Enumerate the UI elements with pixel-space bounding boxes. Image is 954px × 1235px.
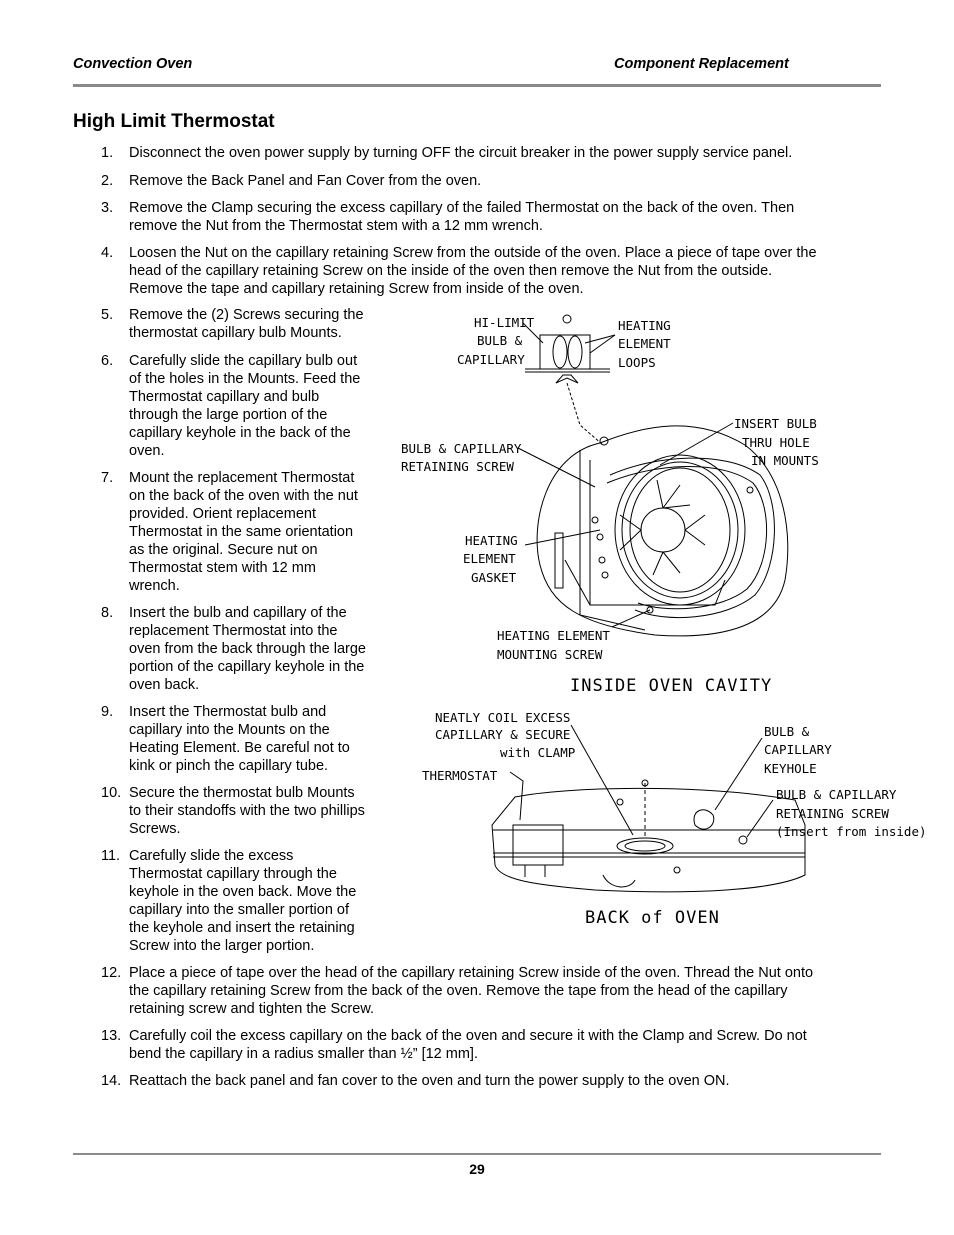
step-text: Place a piece of tape over the head of the capillary retaining Screw inside of the oven. Thread the Nut onto the capillary retaining Screw from the back of the oven. Remove the tape from the head of the capillary retaining screw and tighten the Screw. <box>129 965 814 1017</box>
svg-text:HEATING: HEATING <box>465 533 518 548</box>
back-oven-caption: BACK of OVEN <box>585 908 720 928</box>
svg-text:ELEMENT: ELEMENT <box>618 336 671 351</box>
step-number: 3. <box>101 200 114 216</box>
svg-text:CAPILLARY: CAPILLARY <box>457 352 525 367</box>
gasket-label <box>463 533 518 585</box>
svg-text:MOUNTING SCREW: MOUNTING SCREW <box>497 647 603 662</box>
step-text: Remove the Clamp securing the excess capillary of the failed Thermostat on the back of the oven. Then remove the Nut from the Thermostat stem with a 12 mm wrench. <box>129 200 795 234</box>
step-text: Carefully slide the capillary bulb out of the holes in the Mounts. Feed the Thermostat capillary and bulb through the large portion of the capillary keyhole in the back of the oven. <box>129 353 361 459</box>
step-text: Reattach the back panel and fan cover to the oven and turn the power supply to the oven ON. <box>129 1073 730 1089</box>
step-number: 10. <box>101 785 122 801</box>
step-text: Mount the replacement Thermostat on the back of the oven with the nut provided. Orient replacement Thermostat in the same orientation as the original. Secure nut on Thermostat stem with 12 mm wrench. <box>129 470 358 594</box>
svg-text:NEATLY COIL EXCESS: NEATLY COIL EXCESS <box>435 710 571 725</box>
step-number: 1. <box>101 145 114 161</box>
step-number: 2. <box>101 173 114 189</box>
svg-text:GASKET: GASKET <box>471 570 517 585</box>
step-text: Secure the thermostat bulb Mounts to their standoffs with the two phillips Screws. <box>129 785 365 837</box>
heating-loops-label <box>618 318 671 370</box>
step-number: 6. <box>101 353 114 369</box>
svg-text:BULB & CAPILLARY: BULB & CAPILLARY <box>776 787 897 802</box>
step-text: Remove the Back Panel and Fan Cover from the oven. <box>129 173 482 189</box>
step-text: Insert the bulb and capillary of the replacement Thermostat into the oven from the back through the large portion of the capillary keyhole in the oven back. <box>129 605 366 693</box>
back-screw-label <box>776 787 927 839</box>
svg-text:CAPILLARY & SECURE: CAPILLARY & SECURE <box>435 727 571 742</box>
step-number: 7. <box>101 470 114 486</box>
svg-text:ELEMENT: ELEMENT <box>463 551 516 566</box>
svg-text:BULB &: BULB & <box>477 333 523 348</box>
svg-text:RETAINING SCREW: RETAINING SCREW <box>776 806 889 821</box>
svg-text:HEATING ELEMENT: HEATING ELEMENT <box>497 628 610 643</box>
svg-text:KEYHOLE: KEYHOLE <box>764 761 817 776</box>
header-right: Component Replacement <box>614 56 789 72</box>
header-rule <box>73 84 881 87</box>
oven-back-drawing <box>492 780 805 892</box>
inside-oven-caption: INSIDE OVEN CAVITY <box>570 676 773 696</box>
coil-label <box>435 710 575 760</box>
step-text: Carefully coil the excess capillary on the back of the oven and secure it with the Clamp and Screw. Do not bend the capillary in a radius smaller than ½” [12 mm]. <box>129 1028 807 1062</box>
svg-text:BULB &: BULB & <box>764 724 810 739</box>
step-number: 5. <box>101 307 114 323</box>
step-number: 4. <box>101 245 114 261</box>
svg-text:INSERT BULB: INSERT BULB <box>734 416 817 431</box>
thermostat-diagram <box>395 305 927 935</box>
step-text: Carefully slide the excess Thermostat capillary through the keyhole in the oven back. Move the capillary into the smaller portion of the keyhole and insert the retaining Screw into the larger portion. <box>129 848 357 954</box>
step-text: Disconnect the oven power supply by turning OFF the circuit breaker in the power supply service panel. <box>129 145 793 161</box>
hi-limit-label <box>457 315 535 367</box>
step-number: 13. <box>101 1028 122 1044</box>
mounting-screw-label <box>497 628 610 662</box>
retaining-screw-label <box>401 441 522 474</box>
step-text: Remove the (2) Screws securing the thermostat capillary bulb Mounts. <box>129 307 364 341</box>
insert-bulb-label <box>734 416 819 468</box>
step-number: 12. <box>101 965 122 981</box>
step-number: 8. <box>101 605 114 621</box>
step-text: Insert the Thermostat bulb and capillary into the Mounts on the Heating Element. Be careful not to kink or pinch the capillary tube. <box>129 704 350 774</box>
step-number: 11. <box>101 848 121 864</box>
svg-text:CAPILLARY: CAPILLARY <box>764 742 832 757</box>
keyhole-label <box>764 724 832 776</box>
step-number: 9. <box>101 704 114 720</box>
svg-text:BULB & CAPILLARY: BULB & CAPILLARY <box>401 441 522 456</box>
section-title: High Limit Thermostat <box>73 111 275 132</box>
header-left: Convection Oven <box>73 56 193 72</box>
footer-rule <box>73 1153 881 1155</box>
svg-text:HEATING: HEATING <box>618 318 671 333</box>
svg-text:LOOPS: LOOPS <box>618 355 656 370</box>
svg-text:HI-LIMIT: HI-LIMIT <box>474 315 535 330</box>
svg-text:IN MOUNTS: IN MOUNTS <box>751 453 819 468</box>
thermostat-label: THERMOSTAT <box>422 768 498 783</box>
svg-text:(Insert from inside): (Insert from inside) <box>776 824 927 839</box>
svg-text:RETAINING SCREW: RETAINING SCREW <box>401 459 514 474</box>
svg-text:with CLAMP: with CLAMP <box>500 745 576 760</box>
step-number: 14. <box>101 1073 122 1089</box>
svg-text:THRU HOLE: THRU HOLE <box>742 435 810 450</box>
page-number: 29 <box>469 1161 485 1177</box>
bulb-detail <box>525 315 610 383</box>
step-text: Loosen the Nut on the capillary retaining Screw from the outside of the oven. Place a piece of tape over the head of the capillary retaining Screw on the inside of the oven then remove the Nut from the outside. Remove the tape and capillary retaining Screw from inside of the oven. <box>129 245 817 297</box>
